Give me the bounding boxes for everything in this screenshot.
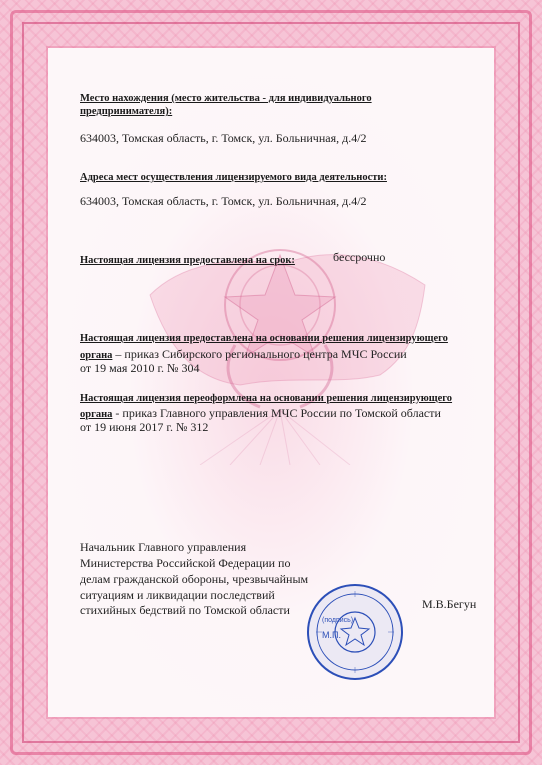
reissued-order-line1: - приказ Главного управления МЧС России по Томской области: [112, 406, 441, 420]
granted-label-line2: органа: [80, 350, 113, 361]
term-label: Настоящая лицензия предоставлена на срок:: [80, 255, 295, 266]
signatory-title-line3: делам гражданской обороны, чрезвычайным: [80, 572, 309, 586]
seal-signature-caption: (подпись): [322, 617, 354, 624]
signatory-title-line4: ситуациям и ликвидации последствий: [80, 588, 275, 602]
official-seal-stamp: [296, 582, 414, 682]
location-label-line2: предпринимателя):: [80, 106, 173, 117]
signatory-name: М.В.Бегун: [422, 597, 477, 611]
location-address: 634003, Томская область, г. Томск, ул. Больничная, д.4/2: [80, 131, 367, 145]
term-value: бессрочно: [333, 250, 386, 264]
seal-mp-caption: М.П.: [322, 630, 341, 640]
granted-order-line1: – приказ Сибирского регионального центра МЧС России: [112, 347, 407, 361]
granted-label-line1: Настоящая лицензия предоставлена на основании решения лицензирующего: [80, 333, 448, 344]
signatory-title-line5: стихийных бедствий по Томской области: [80, 603, 290, 617]
location-label-line1: Место нахождения (место жительства - для индивидуального: [80, 93, 372, 104]
activity-addresses-label: Адреса мест осуществления лицензируемого вида деятельности:: [80, 172, 387, 183]
granted-order-line2: от 19 мая 2010 г. № 304: [80, 361, 200, 375]
reissued-order-line2: от 19 июня 2017 г. № 312: [80, 420, 209, 434]
signatory-title-line1: Начальник Главного управления: [80, 540, 247, 554]
activity-address: 634003, Томская область, г. Томск, ул. Больничная, д.4/2: [80, 194, 367, 208]
reissued-label-line1: Настоящая лицензия переоформлена на основании решения лицензирующего: [80, 393, 453, 404]
reissued-label-line2: органа: [80, 409, 113, 420]
signatory-title-line2: Министерства Российской Федерации по: [80, 556, 291, 570]
